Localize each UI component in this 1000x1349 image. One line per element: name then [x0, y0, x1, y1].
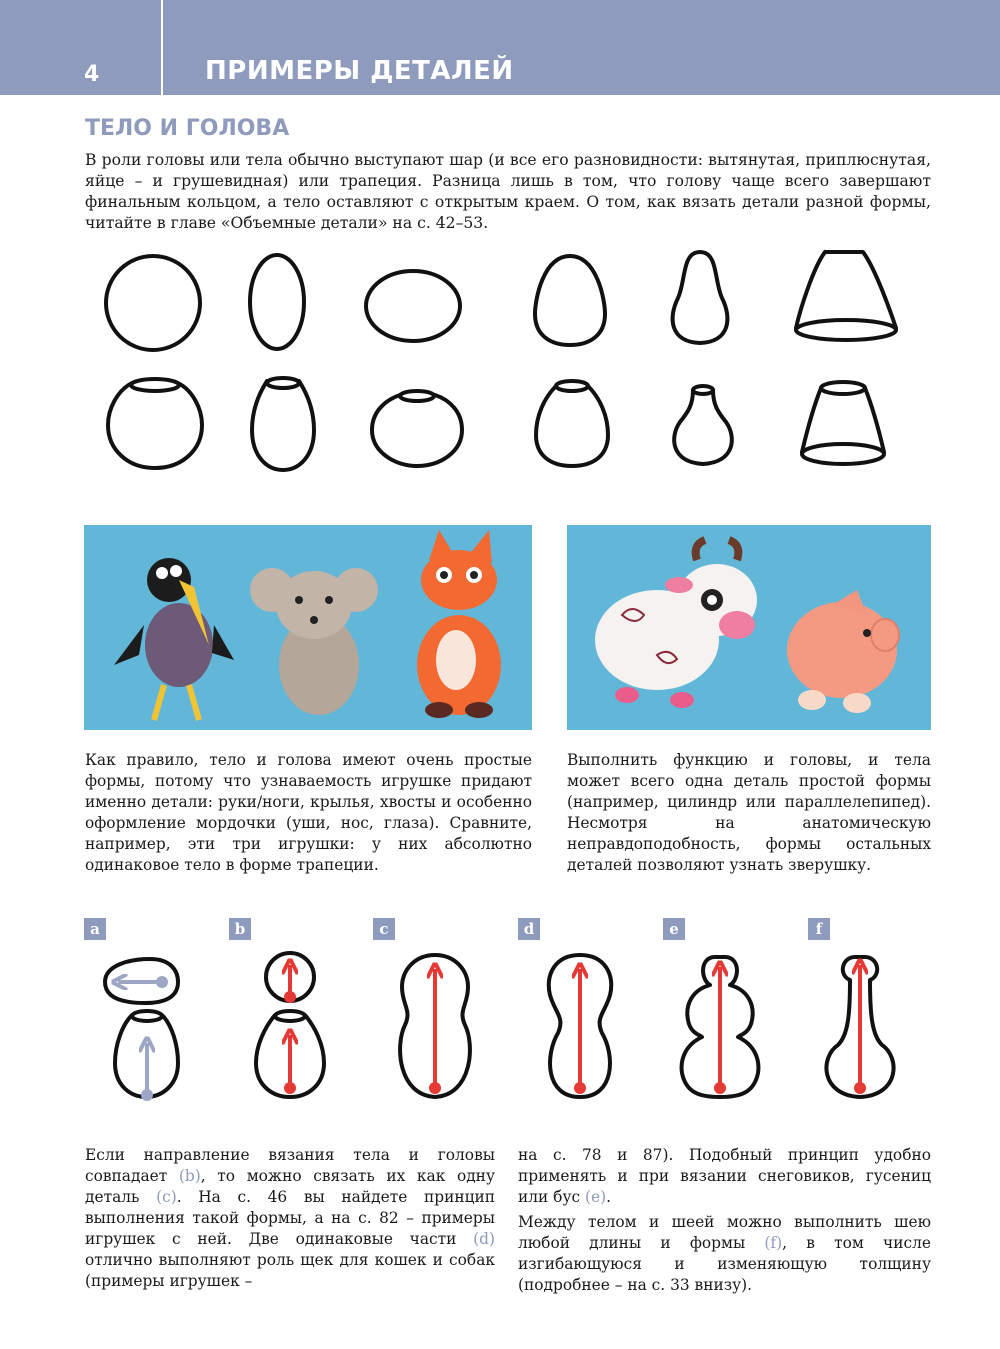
shape-sphere — [106, 256, 200, 350]
shape-egg — [535, 256, 605, 345]
intro-paragraph: В роли головы или тела обычно выступают шар (и все его разновидности: вытянутая, приплюснутая, яйце – и грушевидная) или трапеция. Разница лишь в том, что голову чаще всего завершают финальным кольцом, а тело оставляют с открытым краем. О том, как вязать детали разной формы, читайте в главе «Объемные детали» на с. 42–53. — [85, 151, 931, 232]
diagram-a — [105, 959, 178, 1101]
photo-cow-pig — [567, 525, 931, 730]
diagram-c — [400, 955, 470, 1097]
diagram-f — [826, 957, 893, 1097]
ref-e: (e) — [585, 1188, 607, 1206]
photo-left-illustration — [84, 525, 532, 730]
shape-flattened — [366, 271, 460, 341]
diagram-b — [256, 953, 324, 1097]
shape-egg-open — [536, 381, 608, 466]
shapes-diagram — [80, 240, 940, 480]
direction-diagrams — [80, 945, 940, 1115]
page-number: 4 — [84, 62, 100, 87]
shape-elongated-open — [252, 378, 314, 470]
chapter-title: ПРИМЕРЫ ДЕТАЛЕЙ — [205, 56, 514, 86]
diagram-d — [549, 955, 612, 1097]
bottom-right-paragraph-1: на с. 78 и 87). Подобный принцип удобно применять и при вязании снеговиков, гусениц или бус (e). — [518, 1146, 931, 1206]
section-title: ТЕЛО И ГОЛОВА — [85, 116, 290, 141]
bottom-left-paragraph: Если направление вязания тела и головы совпадает (b), то можно связать их как одну деталь (c). На с. 46 вы найдете принцип выполнения такой формы, а на с. 82 – примеры игрушек с ней. Две одинаковые части (d) отлично выполняют роль щек для кошек и собак (примеры игрушек – — [85, 1146, 495, 1290]
shape-pear — [673, 252, 728, 343]
shape-elongated — [250, 255, 304, 349]
shape-pear-open — [674, 386, 732, 464]
bottom-right-text — [518, 1145, 931, 1296]
ref-b: (b) — [178, 1167, 201, 1185]
ref-d: (d) — [473, 1230, 495, 1248]
label-f: f — [808, 918, 830, 940]
photo-right-illustration — [567, 525, 931, 730]
shape-trapezoid-open — [802, 382, 884, 464]
shape-flattened-open — [372, 391, 462, 466]
label-e: e — [663, 918, 685, 940]
ref-c: (c) — [156, 1188, 177, 1206]
ref-f: (f) — [764, 1234, 783, 1252]
caption-right: Выполнить функцию и головы, и тела может всего одна деталь простой формы (например, цилиндр или параллелепипед). Несмотря на анатомическую неправдоподобность, формы остальных деталей позволяют узнать зверушку. — [567, 751, 931, 874]
bottom-right-paragraph-2: Между телом и шеей можно выполнить шею любой длины и формы (f), в том числе изгибающуюся и изменяющую толщину (подробнее – на с. 33 внизу). — [518, 1213, 931, 1294]
shape-sphere-open — [108, 379, 202, 468]
label-b: b — [229, 918, 251, 940]
caption-left: Как правило, тело и голова имеют очень простые формы, потому что узнаваемость игрушке придают именно детали: руки/ноги, крылья, хвосты и особенно оформление мордочки (уши, нос, глаза). Сравните, например, эти три игрушки: у них абсолютно одинаковое тело в форме трапеции. — [85, 751, 532, 874]
label-a: a — [84, 918, 106, 940]
label-c: c — [373, 918, 395, 940]
photo-crow-mouse-fox — [84, 525, 532, 730]
label-d: d — [518, 918, 540, 940]
header-divider — [161, 0, 163, 95]
diagram-e — [682, 957, 759, 1097]
shape-trapezoid — [796, 252, 896, 340]
